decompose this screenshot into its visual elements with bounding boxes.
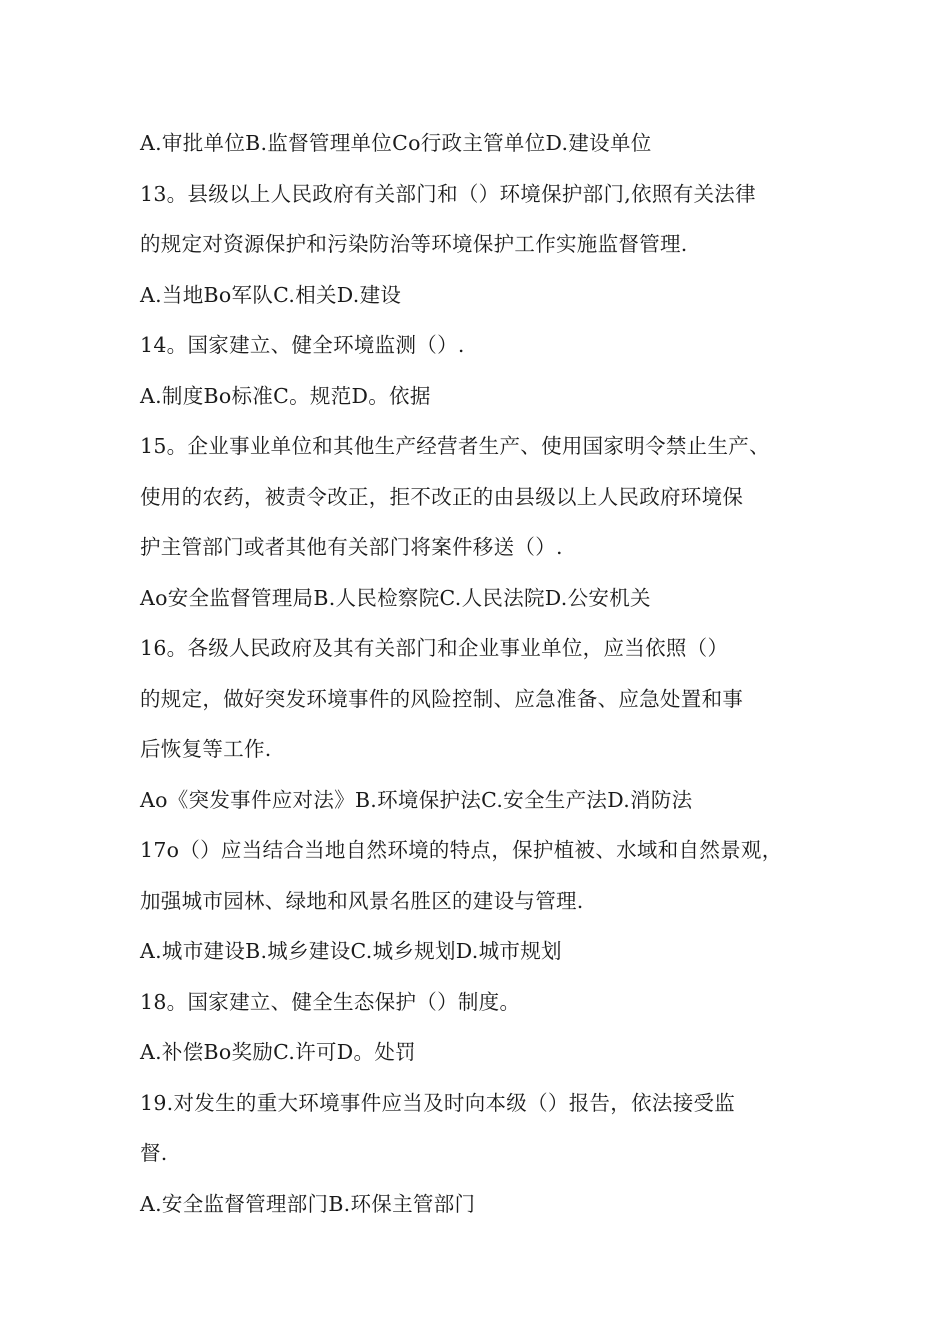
question-13: 13。县级以上人民政府有关部门和（）环境保护部门,依照有关法律 — [140, 181, 756, 206]
question-16-cont-2: 后恢复等工作. — [140, 737, 272, 761]
question-15-cont-2: 护主管部门或者其他有关部门将案件移送（）. — [140, 535, 563, 559]
answer-options-13: A.当地Bo军队C.相关D.建设 — [140, 282, 402, 307]
answer-options-16: Ao《突发事件应对法》B.环境保护法C.安全生产法D.消防法 — [140, 787, 693, 812]
answer-options-12: A.审批单位B.监督管理单位Co行政主管单位D.建设单位 — [140, 131, 652, 155]
question-18: 18。国家建立、健全生态保护（）制度。 — [140, 989, 521, 1014]
question-15-cont-1: 使用的农药，被责令改正，拒不改正的由县级以上人民政府环境保 — [140, 484, 744, 509]
question-19: 19.对发生的重大环境事件应当及时向本级（）报告，依法接受监 — [140, 1090, 736, 1115]
question-14: 14。国家建立、健全环境监测（）. — [140, 333, 465, 357]
answer-options-19: A.安全监督管理部门B.环保主管部门 — [140, 1191, 476, 1216]
answer-options-18: A.补偿Bo奖励C.许可D。处罚 — [140, 1040, 416, 1064]
answer-options-15: Ao安全监督管理局B.人民检察院C.人民法院D.公安机关 — [140, 585, 651, 610]
question-17-cont: 加强城市园林、绿地和风景名胜区的建设与管理. — [140, 888, 584, 913]
question-13-cont: 的规定对资源保护和污染防治等环境保护工作实施监督管理. — [140, 232, 688, 256]
question-16-cont-1: 的规定，做好突发环境事件的风险控制、应急准备、应急处置和事 — [140, 686, 744, 711]
question-15: 15。企业事业单位和其他生产经营者生产、使用国家明令禁止生产、 — [140, 434, 770, 458]
question-16: 16。各级人民政府及其有关部门和企业事业单位，应当依照（） — [140, 636, 729, 660]
question-17: 17o（）应当结合当地自然环境的特点，保护植被、水域和自然景观， — [140, 838, 783, 862]
question-19-cont: 督. — [140, 1141, 168, 1165]
answer-options-17: A.城市建设B.城乡建设C.城乡规划D.城市规划 — [140, 939, 562, 963]
document-page — [140, 118, 820, 1229]
answer-options-14: A.制度Bo标准C。规范D。依据 — [140, 383, 431, 408]
